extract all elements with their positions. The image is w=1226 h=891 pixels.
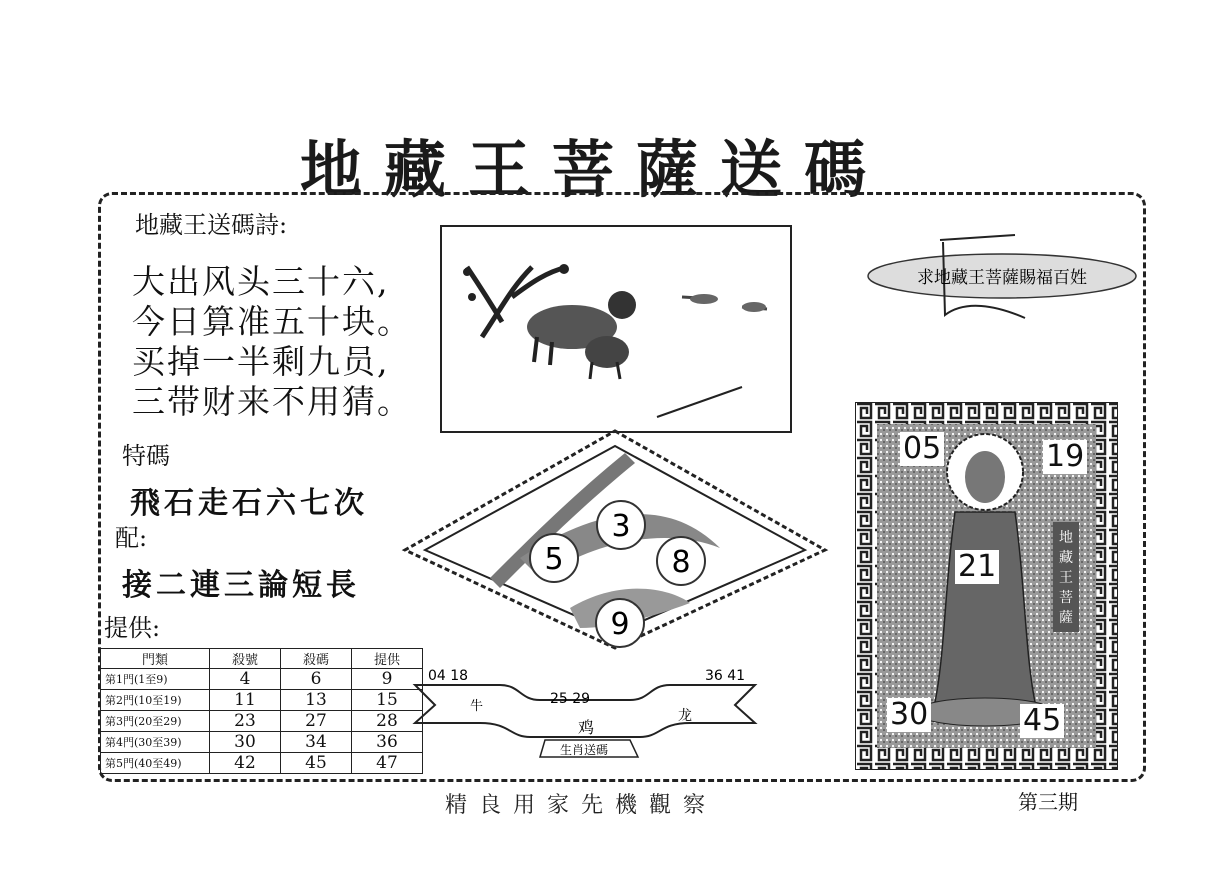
banner-caption: 生肖送碼	[560, 743, 609, 757]
ball-number: 5	[544, 542, 564, 577]
table-cell: 13	[281, 690, 352, 711]
table-cell-group: 第5門(40至49)	[101, 753, 210, 774]
table-row	[101, 753, 423, 774]
buddha-number-bottom-right: 45	[1020, 704, 1064, 738]
buddha-panel	[855, 402, 1118, 770]
provide-label: 提供:	[104, 614, 161, 642]
side-char: 菩	[1059, 590, 1073, 606]
page-title: 地藏王菩薩送碼	[300, 133, 889, 206]
tema-label: 特碼	[122, 442, 170, 470]
pei-text: 接二連三論短長	[122, 568, 360, 603]
issue-number: 第三期	[1018, 790, 1078, 814]
table-cell: 27	[281, 711, 352, 732]
table-cell-group: 第4門(30至39)	[101, 732, 210, 753]
diamond-panel	[400, 428, 830, 653]
table-header-row	[101, 649, 423, 669]
table-row	[101, 690, 423, 711]
center-animal: 鸡	[578, 718, 595, 737]
left-numbers: 04 18	[428, 668, 469, 684]
side-char: 地	[1059, 530, 1073, 546]
table-header: 門類	[101, 649, 210, 669]
table-cell: 28	[352, 711, 423, 732]
table-cell: 6	[281, 669, 352, 690]
table-cell: 9	[352, 669, 423, 690]
buddha-number-top-left: 05	[900, 432, 944, 466]
buddha-number-top-right: 19	[1043, 440, 1087, 474]
sheep-drawing	[442, 227, 790, 431]
blessing-oval	[865, 230, 1140, 325]
sheep-illustration	[440, 225, 792, 433]
tema-text: 飛石走石六七次	[130, 486, 368, 521]
side-char: 薩	[1059, 610, 1073, 626]
table-cell: 23	[210, 711, 281, 732]
oval-text: 求地藏王菩薩賜福百姓	[917, 268, 1087, 288]
buddha-number-center: 21	[955, 550, 999, 584]
table-cell: 15	[352, 690, 423, 711]
table-header: 提供	[352, 649, 423, 669]
ball-number: 9	[610, 607, 630, 642]
ball-number: 8	[671, 545, 691, 580]
poem-heading: 地藏王送碼詩:	[135, 211, 288, 239]
poem-line-3: 买掉一半剩九员,	[132, 342, 390, 381]
table-cell-group: 第3門(20至29)	[101, 711, 210, 732]
table-cell: 11	[210, 690, 281, 711]
right-animal: 龙	[678, 708, 692, 724]
poem-line-4: 三带财来不用猜。	[132, 382, 412, 421]
table-cell-group: 第1門(1至9)	[101, 669, 210, 690]
table-cell: 30	[210, 732, 281, 753]
table-cell: 45	[281, 753, 352, 774]
table-cell: 34	[281, 732, 352, 753]
table-header: 殺號	[210, 649, 281, 669]
right-numbers: 36 41	[705, 668, 746, 684]
side-char: 藏	[1059, 550, 1073, 566]
left-animal: 牛	[470, 699, 484, 714]
pei-label: 配:	[115, 524, 148, 552]
buddha-number-bottom-left: 30	[887, 698, 931, 732]
table-cell: 4	[210, 669, 281, 690]
poem-line-1: 大出风头三十六,	[132, 262, 390, 301]
side-char: 王	[1059, 570, 1073, 586]
table-cell: 42	[210, 753, 281, 774]
ball-number: 3	[611, 509, 631, 544]
table-cell: 36	[352, 732, 423, 753]
table-row	[101, 732, 423, 753]
zodiac-banner	[410, 665, 760, 765]
footer-text: 精良用家先機觀察	[445, 793, 718, 818]
table-row	[101, 669, 423, 690]
table-cell: 47	[352, 753, 423, 774]
center-numbers: 25 29	[550, 691, 591, 707]
kill-number-table	[100, 648, 423, 774]
table-row	[101, 711, 423, 732]
poem-line-2: 今日算准五十块。	[132, 302, 412, 341]
table-cell-group: 第2門(10至19)	[101, 690, 210, 711]
table-header: 殺碼	[281, 649, 352, 669]
